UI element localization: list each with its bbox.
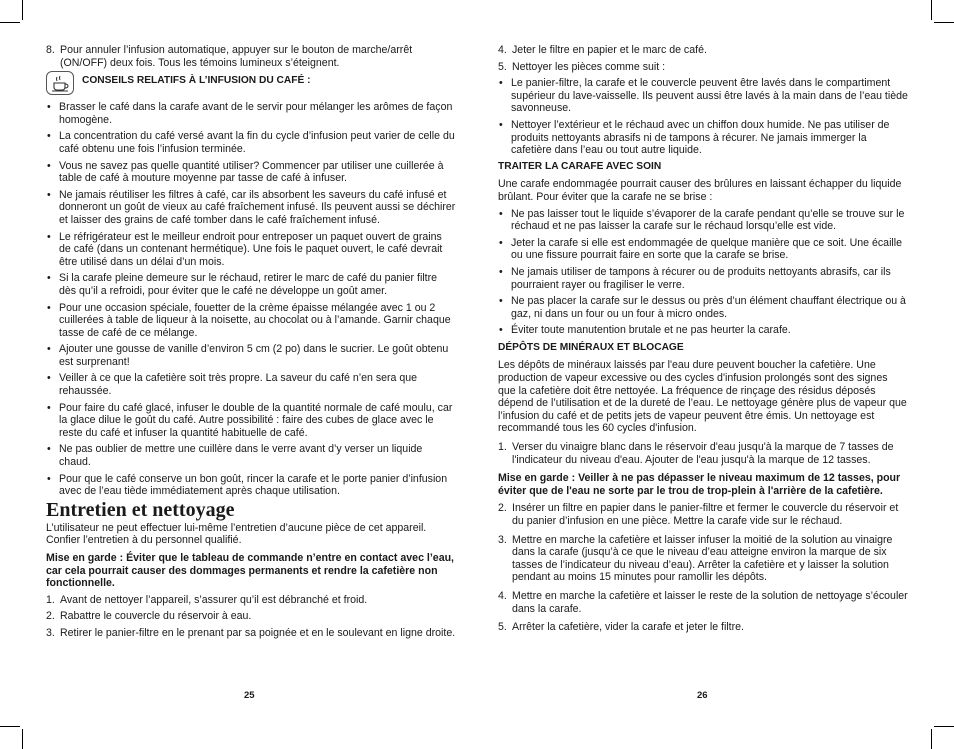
step-2: 2. Rabattre le couvercle du réservoir à eau. <box>46 610 252 623</box>
tip-item: • Veiller à ce que la cafetière soit très propre. La saveur du café n’en sera que rehaussée. <box>46 372 456 397</box>
tip-item: • Ajouter une gousse de vanille d’environ 5 cm (2 po) dans le sucrier. Le goût obtenu est surprenant! <box>46 343 456 368</box>
tip-item: • Pour faire du café glacé, infuser le double de la quantité normale de café moulu, car la glace dilue le goût du café. Autre possibilité : faire des cubes de glace avec le reste du café et infuser la quantité habituelle de café. <box>46 402 456 440</box>
page-number-left: 25 <box>244 690 255 701</box>
carafe-item: • Ne jamais utiliser de tampons à récurer ou de produits nettoyants abrasifs, car ils pourraient rayer ou fragiliser le verre. <box>498 266 908 291</box>
mineral-step-5: 5. Arrêter la cafetière, vider la carafe et jeter le filtre. <box>498 621 744 634</box>
tip-item: • Pour que le café conserve un bon goût, rincer la carafe et le porte panier d’infusion avec de l’eau tiède immédiatement après chaque utilisation. <box>46 473 456 498</box>
tip-item: • Brasser le café dans la carafe avant de le servir pour mélanger les arômes de façon homogène. <box>46 101 456 126</box>
crop-mark <box>22 0 23 20</box>
carafe-item: • Ne pas placer la carafe sur le dessus ou près d’un élément chauffant électrique ou à gaz, ni dans un four ou un four à micro ondes. <box>498 295 908 320</box>
mineral-step-1: 1. Verser du vinaigre blanc dans le réservoir d'eau jusqu'à la marque de 7 tasses de l'indicateur du niveau d'eau. Ajouter de l'eau jusqu'à la marque de 12 tasses. <box>498 441 894 466</box>
crop-mark <box>0 22 20 23</box>
carafe-heading: TRAITER LA CARAFE AVEC SOIN <box>498 160 662 172</box>
crop-mark <box>934 22 954 23</box>
tip-item: • Pour une occasion spéciale, fouetter de la crème épaisse mélangée avec 1 ou 2 cuillerées à table de liqueur à la noisette, au chocolat ou à l’amande. Garnir chaque tasse de café de ce mélange. <box>46 302 456 340</box>
mineral-step-4: 4. Mettre en marche la cafetière et laisser le reste de la solution de nettoyage s’écouler dans la carafe. <box>498 589 908 615</box>
tip-item: • Le réfrigérateur est le meilleur endroit pour entreposer un paquet ouvert de grains de café (dans un contenant hermétique). Une fois le paquet ouvert, le café devrait être utilisé dans un délai d’un mois. <box>46 231 456 269</box>
crop-mark <box>931 0 932 20</box>
carafe-item: • Éviter toute manutention brutale et ne pas heurter la carafe. <box>498 324 908 337</box>
tip-item: • Si la carafe pleine demeure sur le réchaud, retirer le marc de café du panier filtre dès qu’il a refroidi, pour éviter que le café ne développe un goût amer. <box>46 272 456 297</box>
step-1: 1. Avant de nettoyer l’appareil, s’assurer qu’il est débranché et froid. <box>46 593 368 606</box>
step-5: 5. Nettoyer les pièces comme suit : <box>498 60 666 73</box>
right-page <box>498 44 908 634</box>
tip-item: • Ne pas oublier de mettre une cuillère dans le verre avant d’y verser un liquide chaud. <box>46 443 456 468</box>
mineral-intro: Les dépôts de minéraux laissés par l'eau dure peuvent boucher la cafetière. Une production de vapeur excessive ou des cycles d'infusion prolongés sont des signes que la cafetière doit être nettoyée. La fréquence de rinçage des résidus déposés dépend de l’utilisation et de la dureté de l’eau. Le nettoyage génère plus de vapeur que l’infusion du café et de petits jets de vapeur peuvent être émis. Un nettoyage est recommandé tous les 60 cycles d'infusion. <box>498 359 907 435</box>
crop-mark <box>22 729 23 749</box>
coffee-cup-icon <box>46 71 74 95</box>
mineral-caution: Mise en garde : Veiller à ne pas dépasser le niveau maximum de 12 tasses, pour éviter que de l'eau ne sorte par le trou de trop-plein à l'arrière de la cafetière. <box>498 472 901 497</box>
tip-item: • Ne jamais réutiliser les filtres à café, car ils absorbent les saveurs du café infusé et donneront un goût de vieux au café fraîchement infusé. Ils peuvent aussi se déchirer et laisser des grains de café tomber dans le café fraîchement infusé. <box>46 189 456 227</box>
step-8: 8. Pour annuler l’infusion automatique, appuyer sur le bouton de marche/arrêt (ON/OFF) deux fois. Tous les témoins lumineux s’éteignent. <box>46 44 413 69</box>
tips-heading: CONSEILS RELATIFS À L’INFUSION DU CAFÉ : <box>82 75 311 87</box>
cleaning-item: • Nettoyer l’extérieur et le réchaud avec un chiffon doux humide. Ne pas utiliser de produits nettoyants abrasifs ni de tampons à récurer. Ne jamais immerger la cafetière dans l’eau ou tout autre liquide. <box>498 119 908 157</box>
crop-mark <box>931 729 932 749</box>
crop-mark <box>934 726 954 727</box>
tip-item: • Vous ne savez pas quelle quantité utiliser? Commencer par utiliser une cuillerée à table de café à mouture moyenne par tasse de café à infuser. <box>46 160 456 185</box>
step-3: 3. Retirer le panier-filtre en le prenant par sa poignée et en le soulevant en ligne droite. <box>46 626 456 639</box>
mineral-step-3: 3. Mettre en marche la cafetière et laisser infuser la moitié de la solution au vinaigre dans la carafe (jusqu’à ce que le niveau d’eau atteigne environ la marque de six tasses de l’indicateur du niveau d’eau). Arrêter la cafetière et y laisser la solution pendant au moins 15 minutes pour ramollir les dépôts. <box>498 533 893 584</box>
mineral-heading: DÉPÔTS DE MINÉRAUX ET BLOCAGE <box>498 341 684 353</box>
section-title: Entretien et nettoyage <box>46 498 235 521</box>
cleaning-item: • Le panier-filtre, la carafe et le couvercle peuvent être lavés dans le compartiment supérieur du lave-vaisselle. Ils peuvent aussi être lavés à la main dans de l’eau tiède savonneuse. <box>498 77 908 115</box>
step-4: 4. Jeter le filtre en papier et le marc de café. <box>498 44 707 56</box>
crop-mark <box>0 726 20 727</box>
tips-header <box>46 75 456 97</box>
mineral-step-2: 2. Insérer un filtre en papier dans le panier-filtre et fermer le couvercle du réservoir et du panier d’infusion en une pièce. Mettre la carafe vide sur le réchaud. <box>498 502 899 527</box>
page-number-right: 26 <box>697 690 708 701</box>
maintenance-intro: L’utilisateur ne peut effectuer lui-même l’entretien d’aucune pièce de cet appareil. Confier l’entretien à du personnel qualifié. <box>46 521 427 547</box>
caution-text: Mise en garde : Éviter que le tableau de commande n’entre en contact avec l’eau, car cela pourrait causer des dommages permanents et rendre la cafetière non fonctionnelle. <box>46 552 454 590</box>
carafe-item: • Jeter la carafe si elle est endommagée de quelque manière que ce soit. Une écaille ou une fissure pourrait faire en sorte que la carafe se brise. <box>498 237 908 262</box>
carafe-intro: Une carafe endommagée pourrait causer des brûlures en laissant échapper du liquide brûlant. Pour éviter que la carafe ne se brise : <box>498 178 902 203</box>
carafe-item: • Ne pas laisser tout le liquide s’évaporer de la carafe pendant qu’elle se trouve sur le réchaud et ne pas laisser la carafe sur le réchaud lorsqu’elle est vide. <box>498 208 908 233</box>
left-page <box>46 44 456 640</box>
tip-item: • La concentration du café versé avant la fin du cycle d’infusion peut varier de celle du café obtenu une fois l’infusion terminée. <box>46 130 456 155</box>
